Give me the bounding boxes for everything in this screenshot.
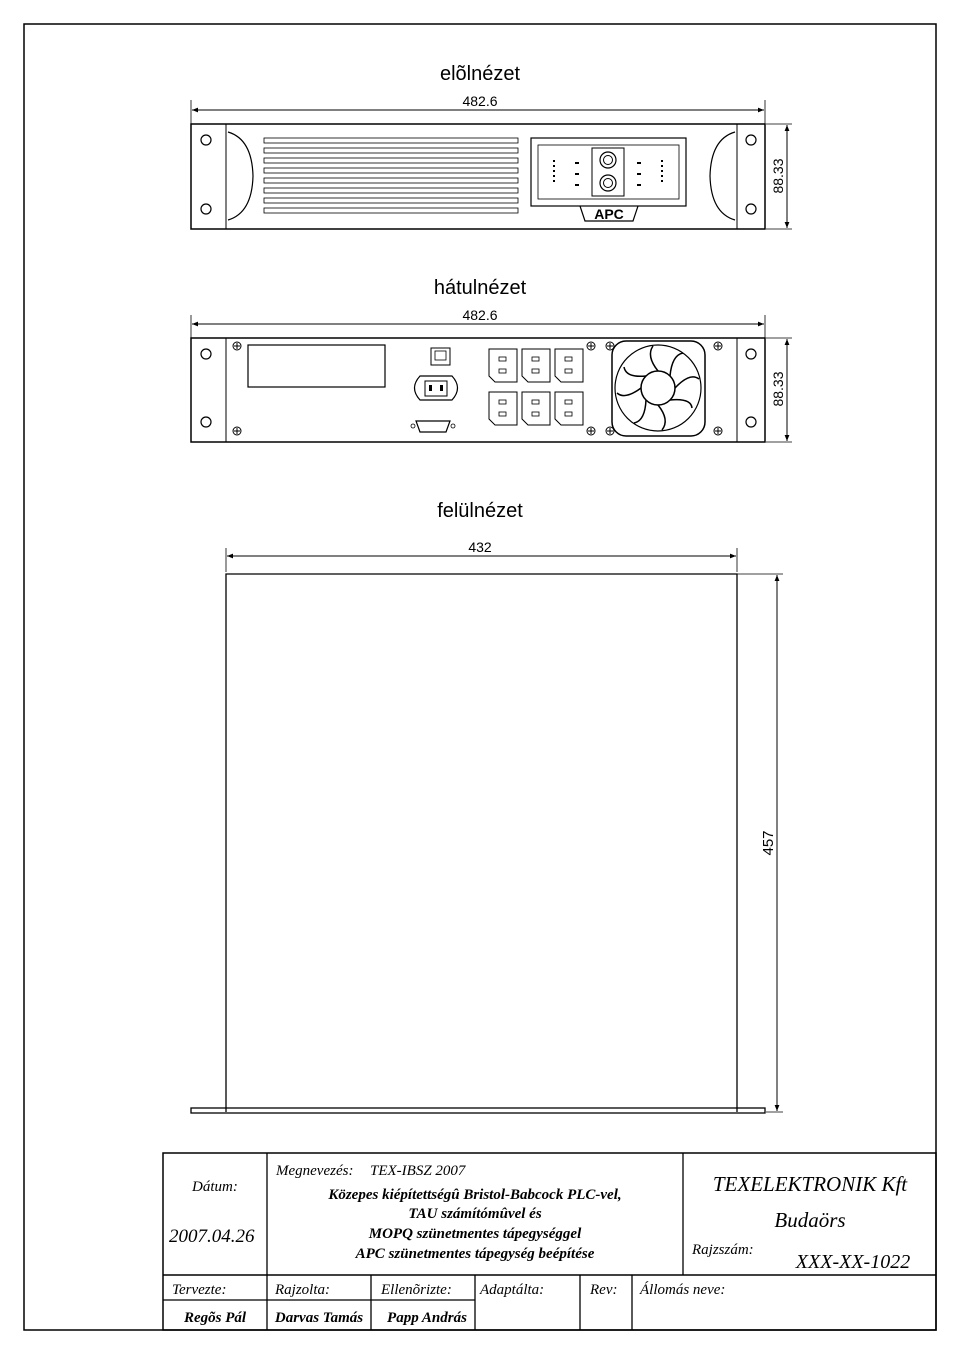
front-vent-grille — [264, 138, 518, 213]
top-front-flange — [191, 1108, 765, 1113]
designed-by-label: Tervezte: — [172, 1282, 227, 1298]
serial-port-icon — [416, 421, 450, 432]
drawing-number-label: Rajzszám: — [692, 1242, 754, 1258]
rear-width-dimension: 482.6 — [462, 307, 498, 323]
front-view-title: elõlnézet — [439, 63, 521, 85]
company-name: TEXELEKTRONIK Kft — [712, 1172, 908, 1196]
front-height-dimension: 88.33 — [770, 158, 786, 194]
rear-screws — [233, 342, 722, 435]
top-width-dimension: 432 — [468, 539, 492, 555]
front-width-dimension: 482.6 — [462, 93, 498, 109]
top-view — [191, 500, 783, 1113]
revision-label: Rev: — [590, 1282, 618, 1298]
company-city: Budaörs — [774, 1208, 846, 1232]
checked-by-label: Ellenõrizte: — [381, 1282, 452, 1298]
top-view-title: felülnézet — [437, 500, 523, 522]
power-button-icon — [600, 152, 616, 168]
rear-view — [191, 277, 792, 442]
rear-label-plate — [248, 345, 385, 387]
title-block — [163, 1153, 936, 1330]
description-line-1: Közepes kiépítettségû Bristol-Babcock PLC-vel, — [328, 1187, 622, 1203]
front-left-handle — [228, 132, 253, 220]
front-right-handle — [710, 132, 735, 220]
drawing-number: XXX-XX-1022 — [795, 1251, 911, 1273]
fan-icon — [612, 341, 705, 436]
drawing-frame — [24, 24, 936, 1330]
station-name-label: Állomás neve: — [640, 1282, 726, 1298]
ac-outlets — [489, 349, 583, 425]
date-label: Dátum: — [192, 1179, 238, 1195]
adapted-by-label: Adaptálta: — [480, 1282, 545, 1298]
rear-panel — [191, 338, 765, 442]
date-value: 2007.04.26 — [169, 1226, 255, 1247]
checked-by: Papp András — [387, 1310, 467, 1326]
drawn-by-label: Rajzolta: — [275, 1282, 330, 1298]
test-button-icon — [600, 175, 616, 191]
designation-label: Megnevezés: — [276, 1163, 354, 1179]
rear-view-title: hátulnézet — [433, 277, 527, 299]
top-chassis-outline — [226, 574, 737, 1112]
apc-logo: APC — [594, 206, 624, 222]
description-line-4: APC szünetmentes tápegység beépítése — [355, 1246, 595, 1262]
front-view — [191, 63, 792, 229]
drawn-by: Darvas Tamás — [274, 1310, 364, 1326]
designation-value: TEX-IBSZ 2007 — [370, 1163, 466, 1179]
rear-height-dimension: 88.33 — [770, 371, 786, 407]
network-port-icon — [431, 348, 450, 365]
description-line-3: MOPQ szünetmentes tápegységgel — [368, 1226, 582, 1242]
led-indicators — [553, 160, 663, 186]
description-line-2: TAU számítómûvel és — [408, 1206, 542, 1222]
top-depth-dimension: 457 — [760, 830, 777, 856]
designed-by: Regõs Pál — [183, 1310, 247, 1326]
